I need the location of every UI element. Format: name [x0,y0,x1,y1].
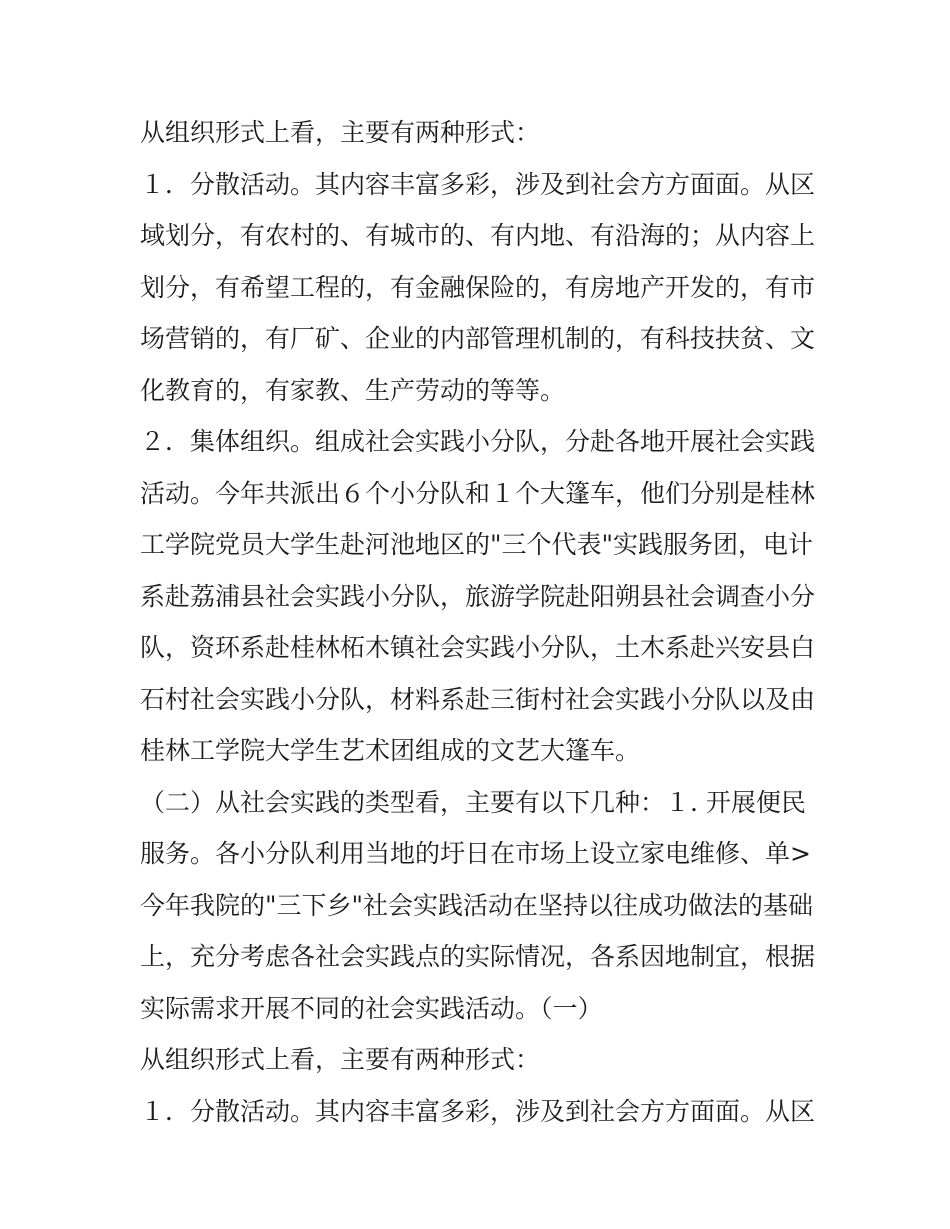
text-line-11: 队，资环系赴桂林柘木镇社会实践小分队，土木系赴兴安县白 [140,633,816,662]
text-line-14: （二）从社会实践的类型看，主要有以下几种：１. 开展便民 [140,787,806,817]
text-line-3: 域划分，有农村的、有城市的、有内地、有沿海的；从内容上 [140,221,816,250]
text-line-16: 今年我院的"三下乡"社会实践活动在坚持以往成功做法的基础 [140,890,814,920]
text-line-8: 活动。今年共派出６个小分队和１个大篷车，他们分别是桂林 [140,478,816,508]
text-line-4: 划分，有希望工程的，有金融保险的，有房地产开发的，有市 [140,272,816,302]
text-line-5: 场营销的，有厂矿、企业的内部管理机制的，有科技扶贫、文 [140,324,816,353]
text-line-9: 工学院党员大学生赴河池地区的"三个代表"实践服务团，电计 [140,530,814,559]
text-line-13: 桂林工学院大学生艺术团组成的文艺大篷车。 [140,736,641,765]
text-line-1: 从组织形式上看，主要有两种形式： [140,118,541,147]
text-line-2: １．分散活动。其内容丰富多彩，涉及到社会方方面面。从区 [140,169,816,199]
text-line-10: 系赴荔浦县社会实践小分队，旅游学院赴阳朔县社会调查小分 [140,581,816,611]
text-line-18: 实际需求开展不同的社会实践活动。（一） [140,993,603,1023]
text-line-15: 服务。各小分队利用当地的圩日在市场上设立家电维修、单> [140,839,811,868]
text-line-7: ２．集体组织。组成社会实践小分队，分赴各地开展社会实践 [140,427,816,456]
text-line-12: 石村社会实践小分队，材料系赴三街村社会实践小分队以及由 [140,684,816,714]
text-line-17: 上，充分考虑各社会实践点的实际情况，各系因地制宜，根据 [140,942,816,971]
text-line-6: 化教育的，有家教、生产劳动的等等。 [140,375,566,405]
text-line-20: １．分散活动。其内容丰富多彩，涉及到社会方方面面。从区 [140,1096,816,1126]
document-body [140,107,820,1137]
text-line-19: 从组织形式上看，主要有两种形式： [140,1045,541,1074]
